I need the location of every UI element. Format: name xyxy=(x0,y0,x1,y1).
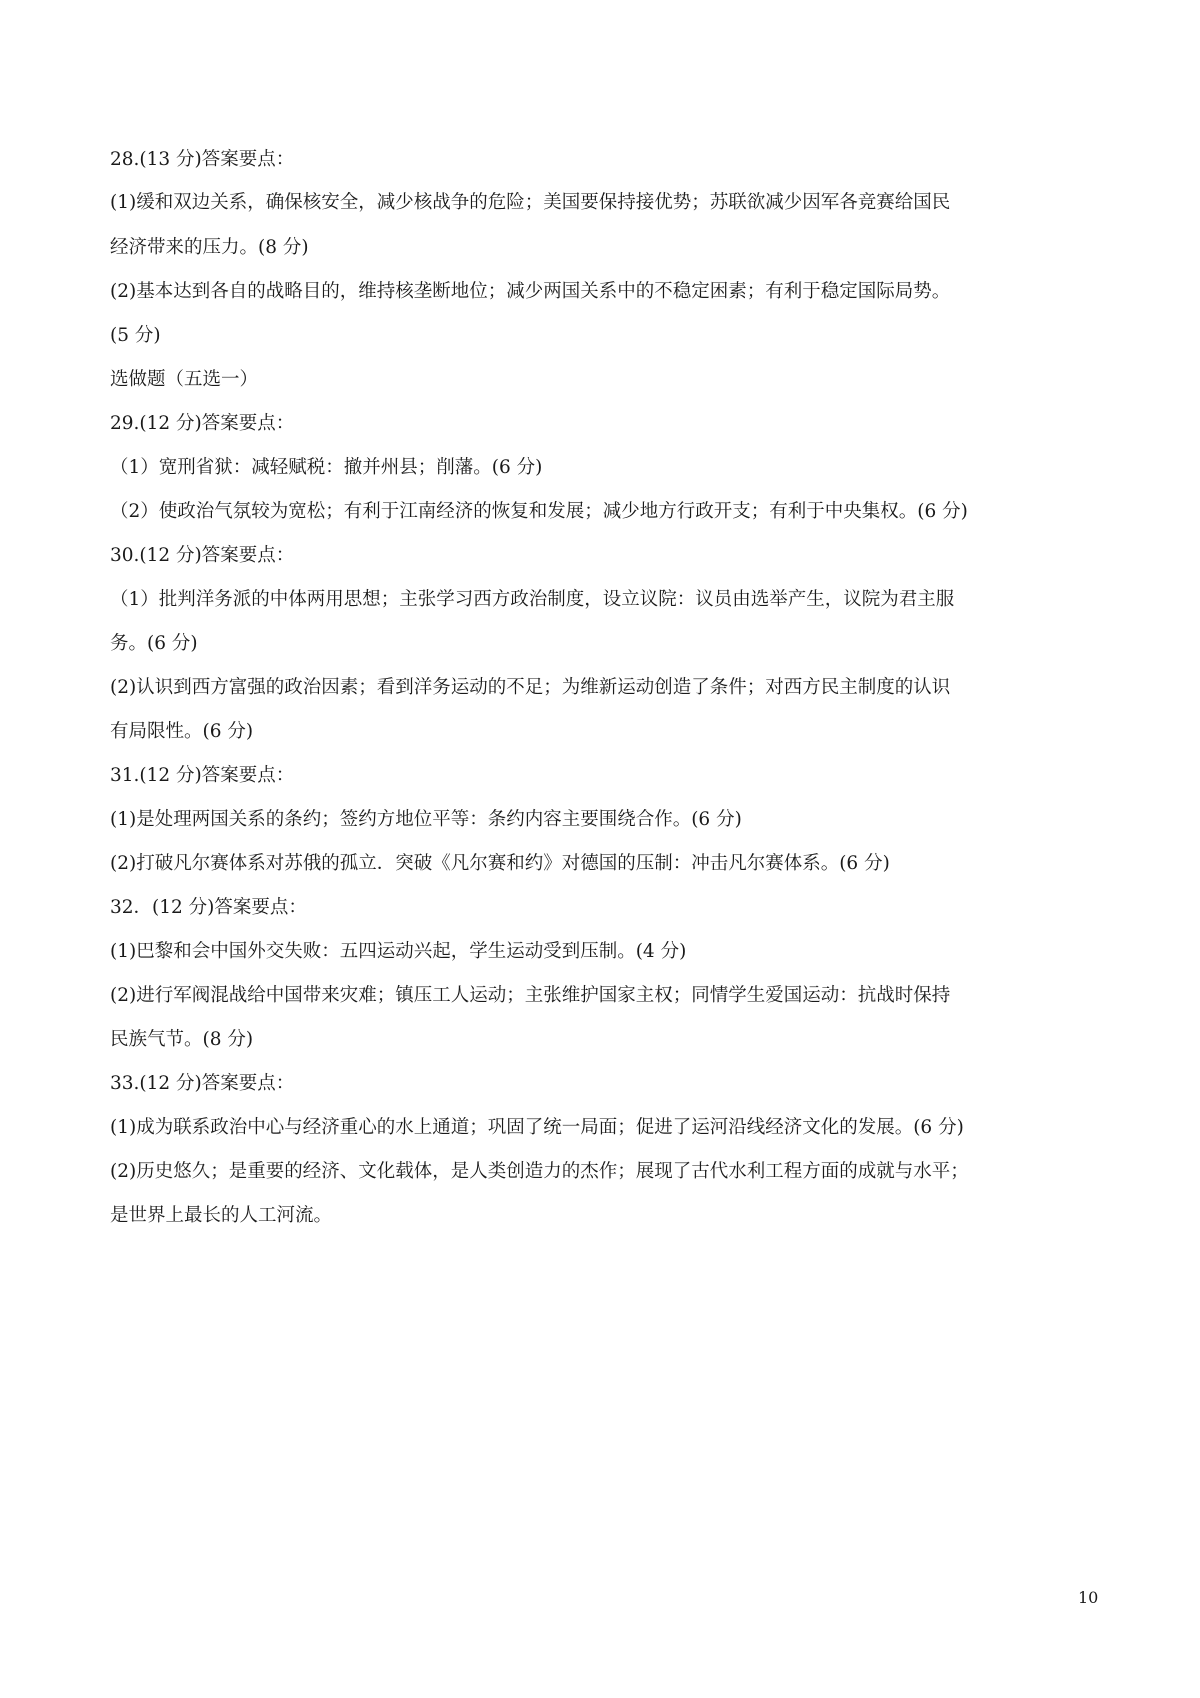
q32-heading: 32．(12 分)答案要点： xyxy=(110,897,307,918)
q31-heading: 31.(12 分)答案要点： xyxy=(110,765,295,786)
q28-heading: 28.(13 分)答案要点： xyxy=(110,149,295,170)
q31-answer-2: (2)打破凡尔赛体系对苏俄的孤立．突破《凡尔赛和约》对德国的压制：冲击凡尔赛体系。(6 分) xyxy=(110,853,890,874)
q29-answer-2: （2）使政治气氛较为宽松；有利于江南经济的恢复和发展；减少地方行政开支；有利于中央集权。(6 分) xyxy=(110,501,968,522)
q33-answer-1: (1)成为联系政治中心与经济重心的水上通道；巩固了统一局面；促进了运河沿线经济文化的发展。(6 分) xyxy=(110,1117,964,1138)
q28-answer-2-line-1: (2)基本达到各自的战略目的，维持核垄断地位；减少两国关系中的不稳定困素；有利于稳定国际局势。 xyxy=(110,281,951,302)
q30-answer-1-line-2: 务。(6 分) xyxy=(110,633,198,654)
q30-answer-2-line-1: (2)认识到西方富强的政治因素；看到洋务运动的不足；为维新运动创造了条件；对西方民主制度的认识 xyxy=(110,677,951,698)
q30-heading: 30.(12 分)答案要点： xyxy=(110,545,295,566)
q29-answer-1: （1）宽刑省狱：减轻赋税：撤并州县；削藩。(6 分) xyxy=(110,457,543,478)
q29-heading: 29.(12 分)答案要点： xyxy=(110,413,295,434)
q28-answer-2-line-2: (5 分) xyxy=(110,325,161,346)
q33-heading: 33.(12 分)答案要点： xyxy=(110,1073,295,1094)
q28-answer-1-line-2: 经济带来的压力。(8 分) xyxy=(110,237,309,258)
q32-answer-2-line-2: 民族气节。(8 分) xyxy=(110,1029,254,1050)
q28-answer-1-line-1: (1)缓和双边关系，确保核安全，减少核战争的危险；美国要保持接优势；苏联欲减少因军各竞赛给国民 xyxy=(110,192,951,213)
q31-answer-1: (1)是处理两国关系的条约；签约方地位平等：条约内容主要围绕合作。(6 分) xyxy=(110,809,742,830)
q30-answer-1-line-1: （1）批判洋务派的中体两用思想；主张学习西方政治制度，设立议院：议员由选举产生，议院为君主服 xyxy=(110,589,955,610)
elective-heading: 选做题（五选一） xyxy=(110,369,259,390)
q33-answer-2-line-1: (2)历史悠久；是重要的经济、文化载体，是人类创造力的杰作；展现了古代水利工程方面的成就与水平； xyxy=(110,1161,969,1182)
q32-answer-1: (1)巴黎和会中国外交失败：五四运动兴起，学生运动受到压制。(4 分) xyxy=(110,941,687,962)
q30-answer-2-line-2: 有局限性。(6 分) xyxy=(110,721,254,742)
q32-answer-2-line-1: (2)进行军阀混战给中国带来灾难；镇压工人运动；主张维护国家主权；同情学生爱国运动：抗战时保持 xyxy=(110,985,951,1006)
page-number: 10 xyxy=(1078,1588,1099,1607)
q33-answer-2-line-2: 是世界上最长的人工河流。 xyxy=(110,1205,333,1226)
